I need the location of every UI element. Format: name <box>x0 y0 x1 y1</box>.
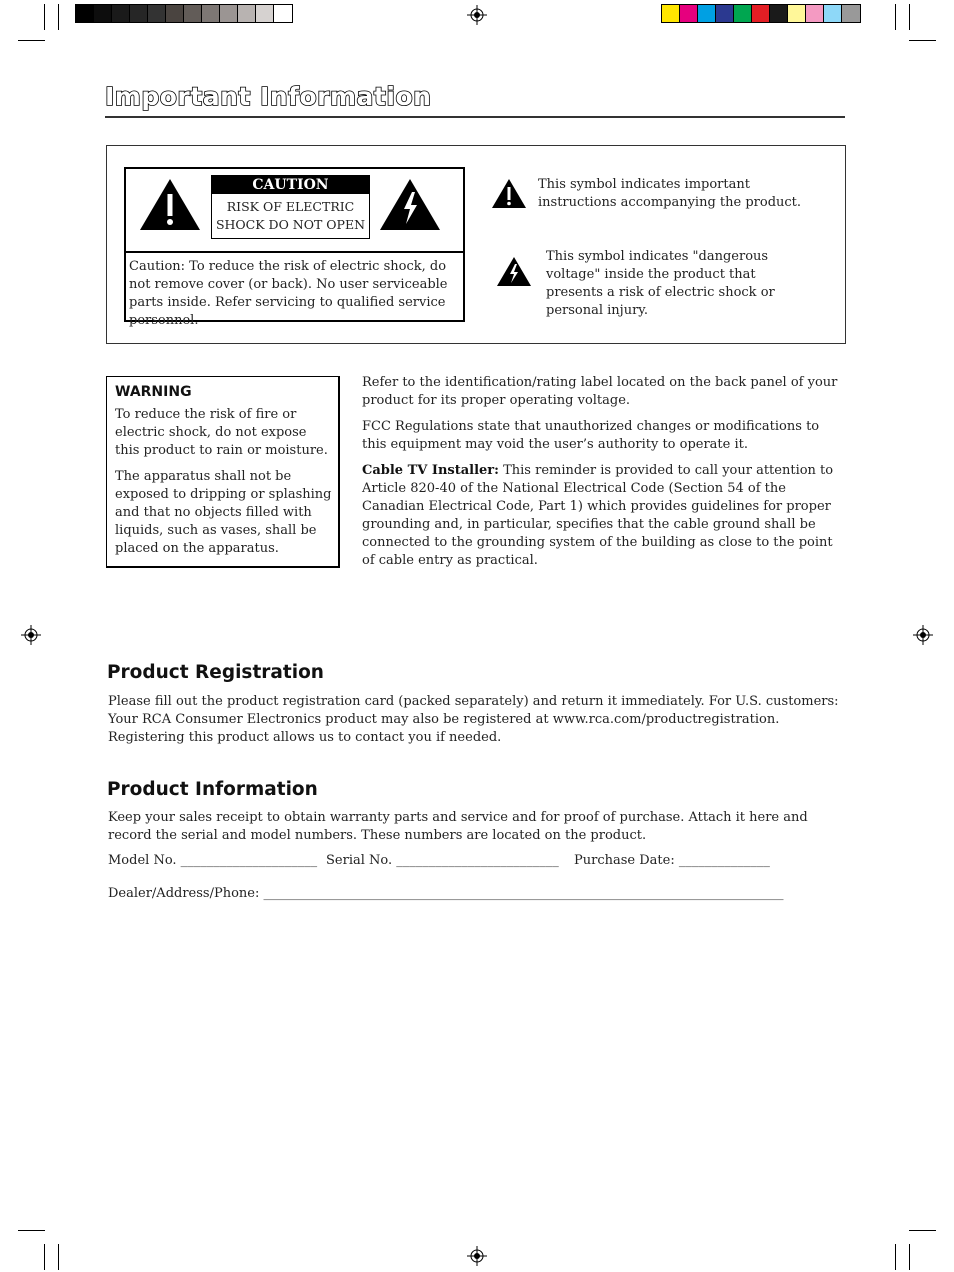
color-swatch <box>734 5 752 22</box>
page-title: Important Information <box>105 82 432 111</box>
crop-mark <box>44 4 45 30</box>
registration-target-icon <box>21 625 41 645</box>
registration-target-icon <box>913 625 933 645</box>
crop-mark <box>44 1244 45 1270</box>
crop-mark <box>909 1244 910 1270</box>
color-swatch <box>716 5 734 22</box>
title-rule <box>105 116 845 118</box>
gray-swatch-bar <box>75 4 293 23</box>
cable-text: This reminder is provided to call your attention to Article 820-40 of the National Electrical Code (Section 54 of the Canadian Electrical Code, Part 1) which provides guidelines for proper grounding and, in particular, specifies that the cable ground shall be connected to the grounding system of the building as close to the point of cable entry as practical. <box>362 463 834 568</box>
serial-number-field[interactable]: Serial No. _________________________ <box>326 853 559 868</box>
purchase-date-field[interactable]: Purchase Date: ______________ <box>574 853 770 868</box>
crop-mark <box>895 4 896 30</box>
warning-paragraph-1: To reduce the risk of fire or electric shock, do not expose this product to rain or moisture. <box>115 407 328 458</box>
crop-mark <box>58 1244 59 1270</box>
crop-mark <box>909 4 910 30</box>
exclamation-triangle-icon <box>139 178 201 231</box>
crop-mark <box>909 1230 936 1231</box>
color-swatch <box>770 5 788 22</box>
color-swatch <box>788 5 806 22</box>
gray-swatch <box>274 5 292 22</box>
caution-header: CAUTION <box>212 176 369 194</box>
color-swatch <box>824 5 842 22</box>
caution-label-lines <box>212 198 369 234</box>
warning-heading: WARNING <box>115 384 192 400</box>
caution-line-2: SHOCK DO NOT OPEN <box>215 217 366 232</box>
gray-swatch <box>238 5 256 22</box>
registration-heading: Product Registration <box>107 662 324 683</box>
information-text: Keep your sales receipt to obtain warranty parts and service and for proof of purchase. Attach it here and record the serial and model numbers. These numbers are located on the product. <box>108 810 808 843</box>
rating-note: Refer to the identification/rating label located on the back panel of your product for its proper operating voltage. <box>362 375 838 408</box>
registration-target-icon <box>467 5 487 25</box>
caution-line-1: RISK OF ELECTRIC <box>226 199 355 214</box>
caution-text: Caution: To reduce the risk of electric shock, do not remove cover (or back). No user serviceable parts inside. Refer servicing to qualified service personnel. <box>129 259 448 328</box>
gray-swatch <box>112 5 130 22</box>
warning-paragraph-2: The apparatus shall not be exposed to dripping or splashing and that no objects filled with liquids, such as vases, shall be placed on the apparatus. <box>115 469 332 556</box>
model-number-field[interactable]: Model No. _____________________ <box>108 853 318 868</box>
crop-mark <box>909 40 936 41</box>
gray-swatch <box>220 5 238 22</box>
crop-mark <box>895 1244 896 1270</box>
gray-swatch <box>94 5 112 22</box>
exclamation-symbol-icon <box>491 178 527 209</box>
information-heading: Product Information <box>107 779 318 800</box>
fcc-note: FCC Regulations state that unauthorized changes or modifications to this equipment may void the user’s authority to operate it. <box>362 419 820 452</box>
voltage-symbol-text: This symbol indicates "dangerous voltage" inside the product that presents a risk of electric shock or personal injury. <box>546 249 775 318</box>
gray-swatch <box>184 5 202 22</box>
caution-divider <box>124 251 465 253</box>
registration-target-icon <box>467 1246 487 1266</box>
color-swatch-bar <box>661 4 861 23</box>
gray-swatch <box>166 5 184 22</box>
cable-note <box>362 462 846 570</box>
gray-swatch <box>76 5 94 22</box>
cable-label: Cable TV Installer: <box>362 463 499 478</box>
gray-swatch <box>202 5 220 22</box>
lightning-symbol-icon <box>496 256 532 287</box>
gray-swatch <box>130 5 148 22</box>
lightning-triangle-icon <box>379 178 441 231</box>
color-swatch <box>662 5 680 22</box>
crop-mark <box>18 1230 45 1231</box>
gray-swatch <box>256 5 274 22</box>
exclamation-symbol-text: This symbol indicates important instructions accompanying the product. <box>538 177 802 210</box>
gray-swatch <box>148 5 166 22</box>
color-swatch <box>806 5 824 22</box>
crop-mark <box>18 40 45 41</box>
color-swatch <box>842 5 860 22</box>
crop-mark <box>58 4 59 30</box>
color-swatch <box>698 5 716 22</box>
color-swatch <box>752 5 770 22</box>
dealer-field[interactable]: Dealer/Address/Phone: ________________________________________________________________________________ <box>108 886 784 901</box>
registration-text: Please fill out the product registration card (packed separately) and return it immediately. For U.S. customers: Your RCA Consumer Electronics product may also be registered at www.rca.com/productregistration. Registering this product allows us to contact you if needed. <box>108 694 839 745</box>
color-swatch <box>680 5 698 22</box>
